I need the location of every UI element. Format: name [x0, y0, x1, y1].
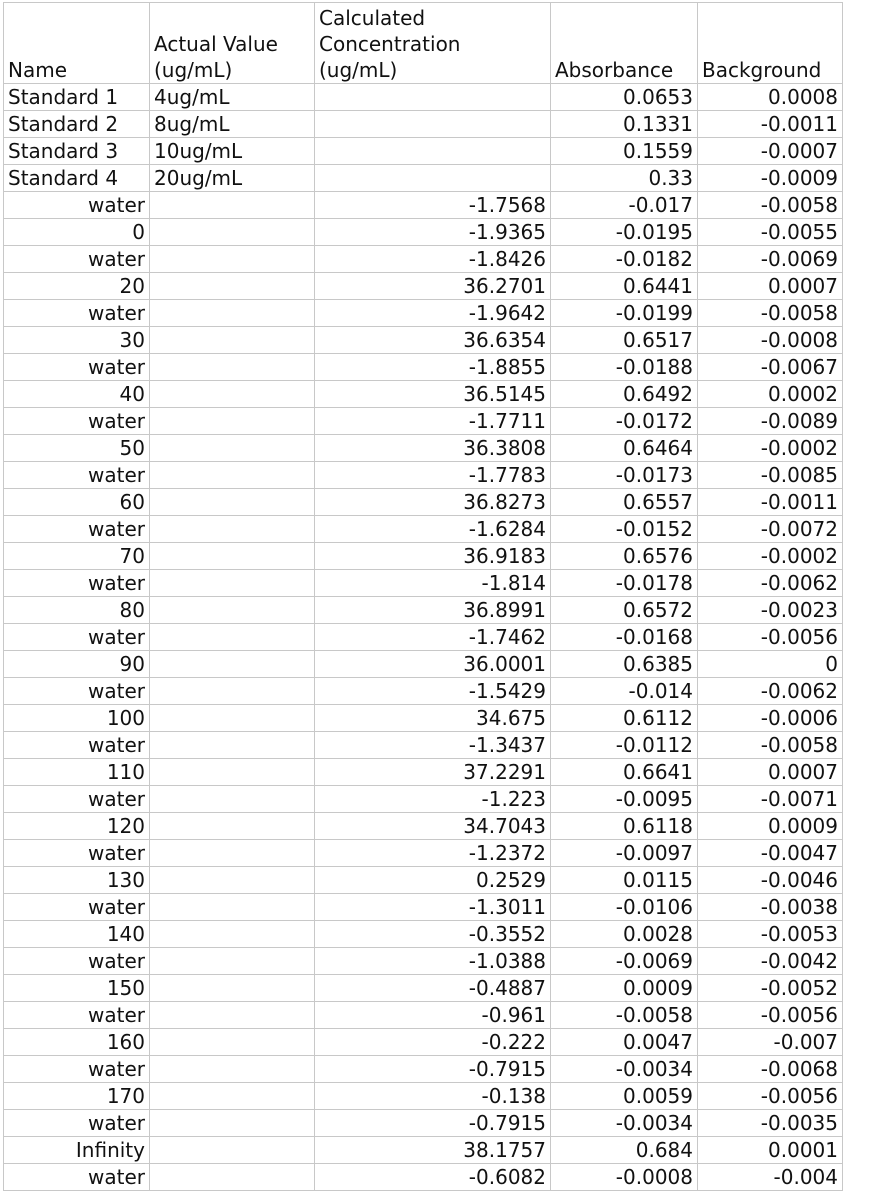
cell-background[interactable]: 0	[698, 651, 843, 678]
cell-background[interactable]: 0.0002	[698, 381, 843, 408]
cell-name[interactable]: 50	[4, 435, 150, 462]
cell-absorbance[interactable]: -0.017	[551, 192, 698, 219]
cell-absorbance[interactable]: 0.6517	[551, 327, 698, 354]
cell-background[interactable]: -0.0046	[698, 867, 843, 894]
cell-actual-value[interactable]	[150, 894, 315, 921]
table-row	[4, 246, 843, 273]
cell-background[interactable]: -0.0009	[698, 165, 843, 192]
cell-calculated-concentration[interactable]: -0.222	[315, 1029, 551, 1056]
table-row	[4, 840, 843, 867]
table-row	[4, 624, 843, 651]
cell-name[interactable]: 70	[4, 543, 150, 570]
cell-background[interactable]: -0.0085	[698, 462, 843, 489]
cell-calculated-concentration[interactable]: -1.9365	[315, 219, 551, 246]
cell-calculated-concentration[interactable]: -0.6082	[315, 1164, 551, 1191]
cell-background[interactable]: -0.0068	[698, 1056, 843, 1083]
cell-background[interactable]: -0.007	[698, 1029, 843, 1056]
cell-background[interactable]: -0.0058	[698, 732, 843, 759]
cell-actual-value[interactable]	[150, 624, 315, 651]
cell-absorbance[interactable]: 0.6441	[551, 273, 698, 300]
cell-actual-value[interactable]	[150, 867, 315, 894]
cell-absorbance[interactable]: 0.6492	[551, 381, 698, 408]
cell-name[interactable]: 140	[4, 921, 150, 948]
cell-actual-value[interactable]	[150, 489, 315, 516]
table-row	[4, 867, 843, 894]
cell-name[interactable]: water	[4, 354, 150, 381]
data-table	[3, 2, 843, 1191]
table-row	[4, 408, 843, 435]
cell-name[interactable]: 150	[4, 975, 150, 1002]
cell-absorbance[interactable]: -0.0058	[551, 1002, 698, 1029]
cell-absorbance[interactable]: 0.6464	[551, 435, 698, 462]
cell-absorbance[interactable]: 0.0009	[551, 975, 698, 1002]
cell-actual-value[interactable]	[150, 381, 315, 408]
cell-name[interactable]: water	[4, 462, 150, 489]
table-row	[4, 813, 843, 840]
cell-name[interactable]: water	[4, 246, 150, 273]
cell-absorbance[interactable]: 0.1559	[551, 138, 698, 165]
cell-absorbance[interactable]: -0.0034	[551, 1056, 698, 1083]
cell-background[interactable]: -0.0006	[698, 705, 843, 732]
cell-name[interactable]: water	[4, 678, 150, 705]
table-row	[4, 948, 843, 975]
table-row	[4, 1110, 843, 1137]
cell-background[interactable]: -0.0011	[698, 489, 843, 516]
cell-name[interactable]: 120	[4, 813, 150, 840]
cell-actual-value[interactable]	[150, 408, 315, 435]
cell-calculated-concentration[interactable]	[315, 165, 551, 192]
cell-background[interactable]: -0.0056	[698, 1002, 843, 1029]
cell-name[interactable]: Standard 2	[4, 111, 150, 138]
cell-background[interactable]: -0.0058	[698, 300, 843, 327]
cell-calculated-concentration[interactable]: -1.3437	[315, 732, 551, 759]
cell-actual-value[interactable]: 10ug/mL	[150, 138, 315, 165]
table-row	[4, 516, 843, 543]
cell-absorbance[interactable]: 0.0115	[551, 867, 698, 894]
cell-calculated-concentration[interactable]	[315, 111, 551, 138]
cell-calculated-concentration[interactable]: -1.2372	[315, 840, 551, 867]
cell-background[interactable]: 0.0008	[698, 84, 843, 111]
cell-calculated-concentration[interactable]: 36.3808	[315, 435, 551, 462]
cell-actual-value[interactable]: 20ug/mL	[150, 165, 315, 192]
cell-name[interactable]: water	[4, 408, 150, 435]
header-name[interactable]: Name	[4, 3, 150, 84]
cell-name[interactable]: water	[4, 570, 150, 597]
cell-name[interactable]: Standard 1	[4, 84, 150, 111]
cell-actual-value[interactable]	[150, 732, 315, 759]
cell-actual-value[interactable]	[150, 1110, 315, 1137]
table-row	[4, 381, 843, 408]
table-row	[4, 894, 843, 921]
cell-actual-value[interactable]	[150, 813, 315, 840]
cell-name[interactable]: 30	[4, 327, 150, 354]
cell-absorbance[interactable]: -0.0008	[551, 1164, 698, 1191]
table-row	[4, 138, 843, 165]
cell-absorbance[interactable]: -0.0199	[551, 300, 698, 327]
cell-actual-value[interactable]	[150, 327, 315, 354]
table-row	[4, 975, 843, 1002]
cell-absorbance[interactable]: 0.6385	[551, 651, 698, 678]
table-row	[4, 597, 843, 624]
cell-background[interactable]: -0.0056	[698, 624, 843, 651]
cell-calculated-concentration[interactable]: -1.8426	[315, 246, 551, 273]
cell-background[interactable]: -0.0067	[698, 354, 843, 381]
table-row	[4, 327, 843, 354]
cell-actual-value[interactable]	[150, 948, 315, 975]
cell-calculated-concentration[interactable]: -0.138	[315, 1083, 551, 1110]
cell-name[interactable]: 100	[4, 705, 150, 732]
cell-calculated-concentration[interactable]: 36.8273	[315, 489, 551, 516]
cell-absorbance[interactable]: 0.6576	[551, 543, 698, 570]
cell-name[interactable]: water	[4, 732, 150, 759]
cell-absorbance[interactable]: 0.1331	[551, 111, 698, 138]
cell-absorbance[interactable]: 0.6118	[551, 813, 698, 840]
cell-calculated-concentration[interactable]: -0.7915	[315, 1110, 551, 1137]
cell-calculated-concentration[interactable]: 36.6354	[315, 327, 551, 354]
cell-name[interactable]: 110	[4, 759, 150, 786]
cell-absorbance[interactable]: -0.0112	[551, 732, 698, 759]
cell-actual-value[interactable]	[150, 462, 315, 489]
cell-absorbance[interactable]: 0.6557	[551, 489, 698, 516]
cell-background[interactable]: -0.0002	[698, 435, 843, 462]
cell-background[interactable]: -0.0052	[698, 975, 843, 1002]
cell-calculated-concentration[interactable]	[315, 84, 551, 111]
header-row	[4, 3, 843, 84]
table-row	[4, 1056, 843, 1083]
cell-calculated-concentration[interactable]: -1.7783	[315, 462, 551, 489]
cell-name[interactable]: 40	[4, 381, 150, 408]
cell-actual-value[interactable]	[150, 786, 315, 813]
cell-background[interactable]: -0.0072	[698, 516, 843, 543]
cell-name[interactable]: 90	[4, 651, 150, 678]
cell-actual-value[interactable]	[150, 759, 315, 786]
cell-calculated-concentration[interactable]: -0.4887	[315, 975, 551, 1002]
cell-background[interactable]: -0.0042	[698, 948, 843, 975]
cell-actual-value[interactable]	[150, 300, 315, 327]
table-row	[4, 1002, 843, 1029]
cell-absorbance[interactable]: 0.6112	[551, 705, 698, 732]
cell-actual-value[interactable]	[150, 921, 315, 948]
cell-background[interactable]: -0.0062	[698, 678, 843, 705]
cell-calculated-concentration[interactable]: -1.5429	[315, 678, 551, 705]
cell-calculated-concentration[interactable]: 36.0001	[315, 651, 551, 678]
cell-background[interactable]: -0.0047	[698, 840, 843, 867]
cell-actual-value[interactable]	[150, 192, 315, 219]
cell-calculated-concentration[interactable]: -1.7462	[315, 624, 551, 651]
cell-background[interactable]: 0.0007	[698, 273, 843, 300]
cell-absorbance[interactable]: -0.0173	[551, 462, 698, 489]
table-row	[4, 759, 843, 786]
header-calculated-concentration[interactable]: Calculated Concentration (ug/mL)	[315, 3, 551, 84]
table-row	[4, 651, 843, 678]
cell-background[interactable]: -0.0071	[698, 786, 843, 813]
cell-absorbance[interactable]: -0.0188	[551, 354, 698, 381]
cell-actual-value[interactable]	[150, 246, 315, 273]
cell-actual-value[interactable]	[150, 840, 315, 867]
cell-calculated-concentration[interactable]: -1.7711	[315, 408, 551, 435]
table-row	[4, 570, 843, 597]
cell-absorbance[interactable]: -0.0095	[551, 786, 698, 813]
header-absorbance[interactable]: Absorbance	[551, 3, 698, 84]
table-row	[4, 489, 843, 516]
cell-actual-value[interactable]	[150, 570, 315, 597]
cell-calculated-concentration[interactable]: 38.1757	[315, 1137, 551, 1164]
cell-calculated-concentration[interactable]	[315, 138, 551, 165]
cell-absorbance[interactable]: 0.0059	[551, 1083, 698, 1110]
table-row	[4, 921, 843, 948]
cell-absorbance[interactable]: 0.684	[551, 1137, 698, 1164]
cell-absorbance[interactable]: -0.0152	[551, 516, 698, 543]
cell-actual-value[interactable]	[150, 1002, 315, 1029]
cell-background[interactable]: -0.004	[698, 1164, 843, 1191]
cell-calculated-concentration[interactable]: 37.2291	[315, 759, 551, 786]
cell-calculated-concentration[interactable]: -0.7915	[315, 1056, 551, 1083]
cell-calculated-concentration[interactable]: -1.223	[315, 786, 551, 813]
cell-calculated-concentration[interactable]: 34.675	[315, 705, 551, 732]
cell-background[interactable]: -0.0062	[698, 570, 843, 597]
table-row	[4, 192, 843, 219]
cell-name[interactable]: water	[4, 192, 150, 219]
cell-actual-value[interactable]: 8ug/mL	[150, 111, 315, 138]
cell-absorbance[interactable]: -0.0106	[551, 894, 698, 921]
cell-absorbance[interactable]: -0.0097	[551, 840, 698, 867]
cell-background[interactable]: -0.0056	[698, 1083, 843, 1110]
table-row	[4, 543, 843, 570]
cell-name[interactable]: Standard 3	[4, 138, 150, 165]
cell-background[interactable]: -0.0007	[698, 138, 843, 165]
cell-actual-value[interactable]	[150, 1029, 315, 1056]
cell-name[interactable]: 0	[4, 219, 150, 246]
cell-actual-value[interactable]	[150, 975, 315, 1002]
table-row	[4, 1083, 843, 1110]
cell-name[interactable]: water	[4, 786, 150, 813]
cell-name[interactable]: 130	[4, 867, 150, 894]
cell-calculated-concentration[interactable]: 36.5145	[315, 381, 551, 408]
cell-name[interactable]: Infinity	[4, 1137, 150, 1164]
cell-background[interactable]: -0.0023	[698, 597, 843, 624]
cell-absorbance[interactable]: 0.6572	[551, 597, 698, 624]
cell-name[interactable]: water	[4, 1164, 150, 1191]
cell-name[interactable]: water	[4, 1110, 150, 1137]
cell-calculated-concentration[interactable]: -1.814	[315, 570, 551, 597]
cell-background[interactable]: -0.0089	[698, 408, 843, 435]
cell-absorbance[interactable]: -0.0195	[551, 219, 698, 246]
table-row	[4, 705, 843, 732]
table-row	[4, 165, 843, 192]
cell-calculated-concentration[interactable]: 36.8991	[315, 597, 551, 624]
cell-calculated-concentration[interactable]: -0.961	[315, 1002, 551, 1029]
cell-background[interactable]: 0.0009	[698, 813, 843, 840]
cell-calculated-concentration[interactable]: 0.2529	[315, 867, 551, 894]
table-row	[4, 111, 843, 138]
cell-absorbance[interactable]: -0.014	[551, 678, 698, 705]
table-row	[4, 678, 843, 705]
cell-name[interactable]: water	[4, 624, 150, 651]
cell-calculated-concentration[interactable]: 34.7043	[315, 813, 551, 840]
cell-absorbance[interactable]: 0.0653	[551, 84, 698, 111]
cell-name[interactable]: 160	[4, 1029, 150, 1056]
cell-name[interactable]: Standard 4	[4, 165, 150, 192]
cell-absorbance[interactable]: -0.0168	[551, 624, 698, 651]
cell-name[interactable]: water	[4, 1056, 150, 1083]
cell-background[interactable]: -0.0058	[698, 192, 843, 219]
table-row	[4, 435, 843, 462]
cell-absorbance[interactable]: 0.33	[551, 165, 698, 192]
table-row	[4, 273, 843, 300]
cell-actual-value[interactable]	[150, 354, 315, 381]
cell-calculated-concentration[interactable]: -1.8855	[315, 354, 551, 381]
header-background[interactable]: Background	[698, 3, 843, 84]
cell-actual-value[interactable]	[150, 543, 315, 570]
cell-calculated-concentration[interactable]: -1.3011	[315, 894, 551, 921]
cell-absorbance[interactable]: 0.6641	[551, 759, 698, 786]
cell-absorbance[interactable]: -0.0182	[551, 246, 698, 273]
cell-background[interactable]: -0.0053	[698, 921, 843, 948]
table-row	[4, 219, 843, 246]
cell-name[interactable]: water	[4, 516, 150, 543]
cell-actual-value[interactable]	[150, 651, 315, 678]
cell-name[interactable]: water	[4, 894, 150, 921]
cell-actual-value[interactable]	[150, 1164, 315, 1191]
cell-calculated-concentration[interactable]: -1.9642	[315, 300, 551, 327]
table-row	[4, 1164, 843, 1191]
cell-actual-value[interactable]	[150, 273, 315, 300]
cell-absorbance[interactable]: -0.0069	[551, 948, 698, 975]
cell-actual-value[interactable]	[150, 597, 315, 624]
cell-name[interactable]: water	[4, 948, 150, 975]
cell-calculated-concentration[interactable]: -0.3552	[315, 921, 551, 948]
cell-absorbance[interactable]: 0.0047	[551, 1029, 698, 1056]
cell-name[interactable]: water	[4, 300, 150, 327]
cell-absorbance[interactable]: -0.0034	[551, 1110, 698, 1137]
cell-name[interactable]: 20	[4, 273, 150, 300]
cell-name[interactable]: water	[4, 1002, 150, 1029]
cell-background[interactable]: -0.0069	[698, 246, 843, 273]
cell-background[interactable]: -0.0002	[698, 543, 843, 570]
cell-calculated-concentration[interactable]: 36.9183	[315, 543, 551, 570]
cell-actual-value[interactable]	[150, 678, 315, 705]
cell-actual-value[interactable]	[150, 435, 315, 462]
cell-actual-value[interactable]	[150, 1056, 315, 1083]
table-row	[4, 786, 843, 813]
table-row	[4, 84, 843, 111]
cell-actual-value[interactable]: 4ug/mL	[150, 84, 315, 111]
cell-background[interactable]: -0.0038	[698, 894, 843, 921]
cell-absorbance[interactable]: 0.0028	[551, 921, 698, 948]
cell-background[interactable]: -0.0035	[698, 1110, 843, 1137]
cell-calculated-concentration[interactable]: -1.0388	[315, 948, 551, 975]
cell-actual-value[interactable]	[150, 705, 315, 732]
table-row	[4, 300, 843, 327]
cell-calculated-concentration[interactable]: 36.2701	[315, 273, 551, 300]
cell-actual-value[interactable]	[150, 219, 315, 246]
cell-name[interactable]: water	[4, 840, 150, 867]
cell-calculated-concentration[interactable]: -1.7568	[315, 192, 551, 219]
cell-absorbance[interactable]: -0.0172	[551, 408, 698, 435]
table-row	[4, 1137, 843, 1164]
cell-absorbance[interactable]: -0.0178	[551, 570, 698, 597]
cell-actual-value[interactable]	[150, 1083, 315, 1110]
header-actual-value[interactable]: Actual Value (ug/mL)	[150, 3, 315, 84]
table-row	[4, 462, 843, 489]
cell-name[interactable]: 170	[4, 1083, 150, 1110]
cell-name[interactable]: 80	[4, 597, 150, 624]
table-row	[4, 1029, 843, 1056]
cell-background[interactable]: 0.0001	[698, 1137, 843, 1164]
cell-calculated-concentration[interactable]: -1.6284	[315, 516, 551, 543]
cell-background[interactable]: 0.0007	[698, 759, 843, 786]
cell-background[interactable]: -0.0011	[698, 111, 843, 138]
table-row	[4, 354, 843, 381]
cell-name[interactable]: 60	[4, 489, 150, 516]
cell-actual-value[interactable]	[150, 516, 315, 543]
cell-background[interactable]: -0.0055	[698, 219, 843, 246]
table-row	[4, 732, 843, 759]
cell-actual-value[interactable]	[150, 1137, 315, 1164]
cell-background[interactable]: -0.0008	[698, 327, 843, 354]
